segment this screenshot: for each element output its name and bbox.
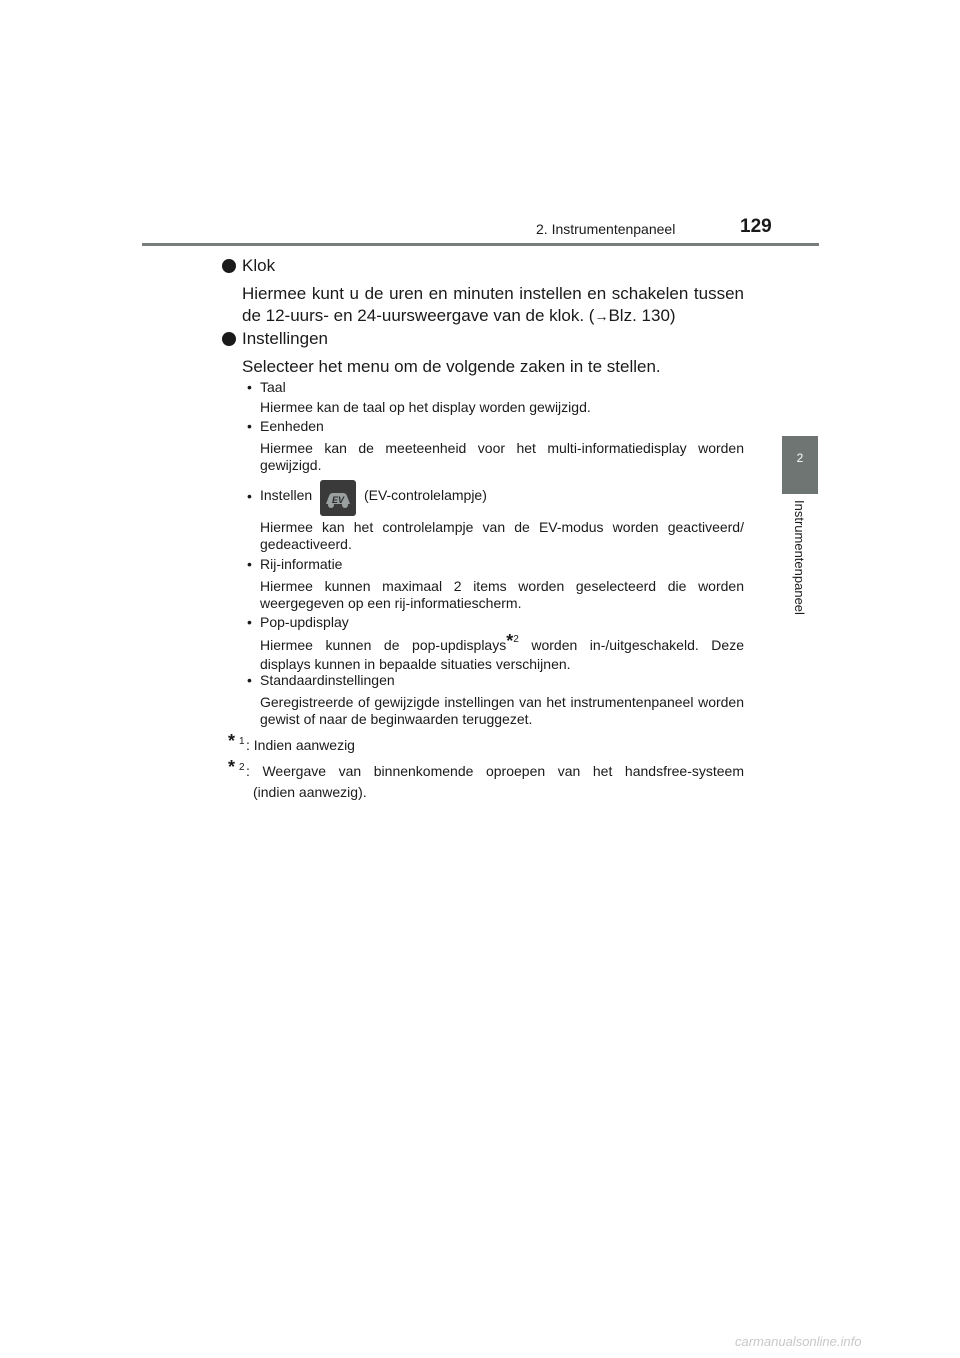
- setting-desc-taal: Hiermee kan de taal op het display worden gewijzigd.: [260, 399, 591, 415]
- text-fragment: worden in-/uitgeschakeld. Deze displays kunnen in bepaalde situaties verschijnen.: [260, 637, 744, 672]
- item-description-klok: [242, 283, 744, 327]
- ev-indicator-icon: [320, 480, 356, 516]
- page-number: 129: [740, 216, 772, 237]
- chapter-label-text: Instrumentenpaneel: [792, 500, 807, 615]
- setting-desc-standaardinstellingen: Geregistreerde of gewijzigde instellingen van het instrumentenpaneel worden gewist of naar de beginwaarden teruggezet.: [260, 694, 744, 727]
- text-fragment: Hiermee kunnen de pop-updisplays: [260, 637, 507, 653]
- section-title: 2. Instrumentenpaneel: [536, 221, 676, 237]
- text-line: Hiermee kunt u de uren en minuten instellen en schakelen tussen: [242, 284, 744, 303]
- footnote-star: *: [228, 757, 236, 777]
- bullet-icon: •: [247, 672, 252, 688]
- setting-label: Eenheden: [260, 418, 324, 434]
- label-text: Instellen: [260, 486, 313, 503]
- setting-label: Taal: [260, 379, 286, 395]
- setting-desc-ev: Hiermee kan het controlelampje van de EV-modus worden geactiveerd/ gedeactiveerd.: [260, 519, 744, 552]
- bullet-icon: •: [247, 614, 252, 630]
- bullet-icon: •: [247, 556, 252, 572]
- bullet-icon: •: [247, 488, 252, 504]
- text-line: [242, 305, 744, 327]
- footnote-text: : Weergave van binnenkomende oproepen van het handsfree-systeem: [246, 763, 744, 779]
- text-line: Selecteer het menu om de volgende zaken in te stellen.: [242, 357, 661, 376]
- footnote-star: *: [228, 731, 236, 751]
- page-reference-link[interactable]: Blz. 130): [608, 306, 676, 325]
- chapter-number: 2: [796, 451, 804, 465]
- bullet-icon: •: [247, 418, 252, 434]
- svg-text:EV: EV: [332, 495, 345, 505]
- setting-label: Rij-informatie: [260, 556, 343, 572]
- label-text: (EV-controlelampje): [363, 486, 487, 503]
- item-title: Klok: [242, 256, 276, 275]
- setting-desc-eenheden: Hiermee kan de meeteenheid voor het multi-informatiedisplay worden gewijzigd.: [260, 440, 744, 473]
- item-title: Instellingen: [242, 329, 329, 348]
- footnote-star: *: [506, 631, 514, 651]
- setting-desc-pop-updisplay: [260, 631, 744, 673]
- watermark: carmanualsonline.info: [735, 1334, 862, 1349]
- chapter-tab: [782, 436, 818, 494]
- setting-desc-rij-informatie: Hiermee kunnen maximaal 2 items worden geselecteerd die worden weergegeven op een rij-informatiescherm.: [260, 578, 744, 611]
- footnote-number: 2: [239, 762, 245, 773]
- footnote-number: 1: [239, 736, 245, 747]
- footnote-text: (indien aanwezig).: [253, 784, 367, 800]
- bullet-icon: •: [247, 379, 252, 395]
- setting-label: Standaardinstellingen: [260, 672, 395, 688]
- item-description-instellingen: [242, 356, 744, 378]
- header-rule: [142, 243, 819, 246]
- chapter-tab-label: [779, 500, 821, 640]
- bullet-dot-icon: [222, 332, 236, 346]
- text-fragment: de 12-uurs- en 24-uursweergave van de klok. (: [242, 306, 595, 325]
- arrow-right-icon: →: [594, 308, 609, 324]
- bullet-dot-icon: [222, 259, 236, 273]
- footnote-text: : Indien aanwezig: [246, 737, 355, 753]
- footnote-ref: 2: [513, 634, 519, 645]
- setting-label: Pop-updisplay: [260, 614, 349, 630]
- setting-label: [260, 480, 487, 516]
